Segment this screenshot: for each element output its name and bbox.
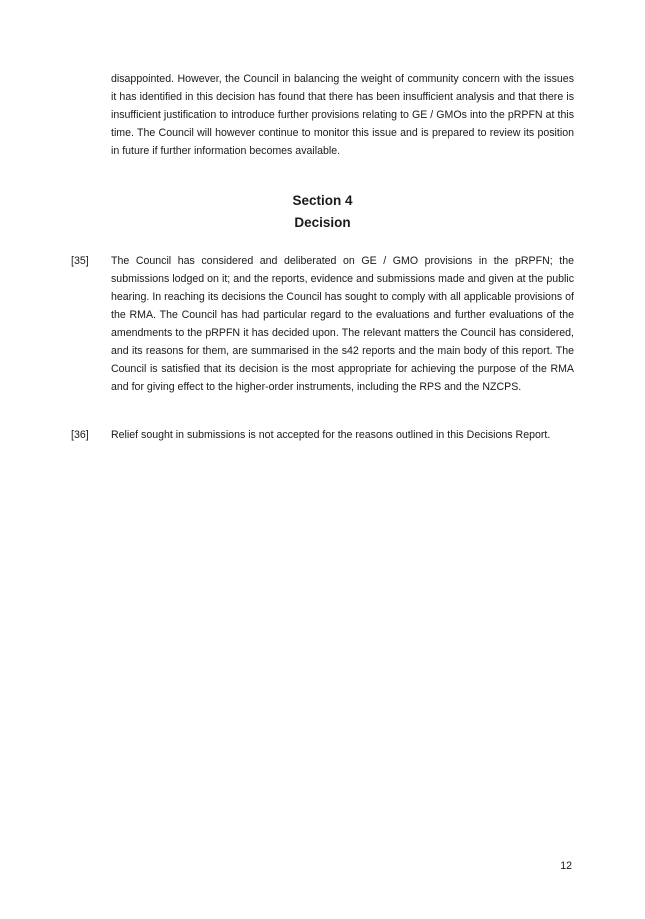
paragraph-text: The Council has considered and deliberated on GE / GMO provisions in the pRPFN; the submissions lodged on it; and the reports, evidence and submissions made and given at the public hearing. In reaching its decisions the Council has sought to comply with all applicable provisions of the RMA. The Council has had particular regard to the evaluations and further evaluations of the amendments to the pRPFN it has decided upon. The relevant matters the Council has considered, and its reasons for them, are summarised in the s42 reports and the main body of this report. The Council is satisfied that its decision is the most appropriate for achieving the purpose of the RMA and for giving effect to the higher-order instruments, including the RPS and the NZCPS. [111, 255, 574, 393]
paragraph-text: Relief sought in submissions is not accepted for the reasons outlined in this Decisions Report. [111, 429, 551, 441]
intro-paragraph: disappointed. However, the Council in balancing the weight of community concern with the issues it has identified in this decision has found that there has been insufficient analysis and that there is insufficient justification to introduce further provisions relating to GE / GMOs into the pRPFN at this time. The Council will however continue to monitor this issue and is prepared to review its position in future if further information becomes available. [111, 73, 574, 157]
page-number: 12 [560, 860, 572, 872]
section-title: Decision [294, 215, 351, 230]
paragraph-number: [35] [71, 255, 89, 267]
section-number: Section 4 [292, 193, 353, 208]
paragraph-36 [71, 426, 574, 444]
paragraph-35 [71, 252, 574, 396]
paragraph-number: [36] [71, 429, 89, 441]
